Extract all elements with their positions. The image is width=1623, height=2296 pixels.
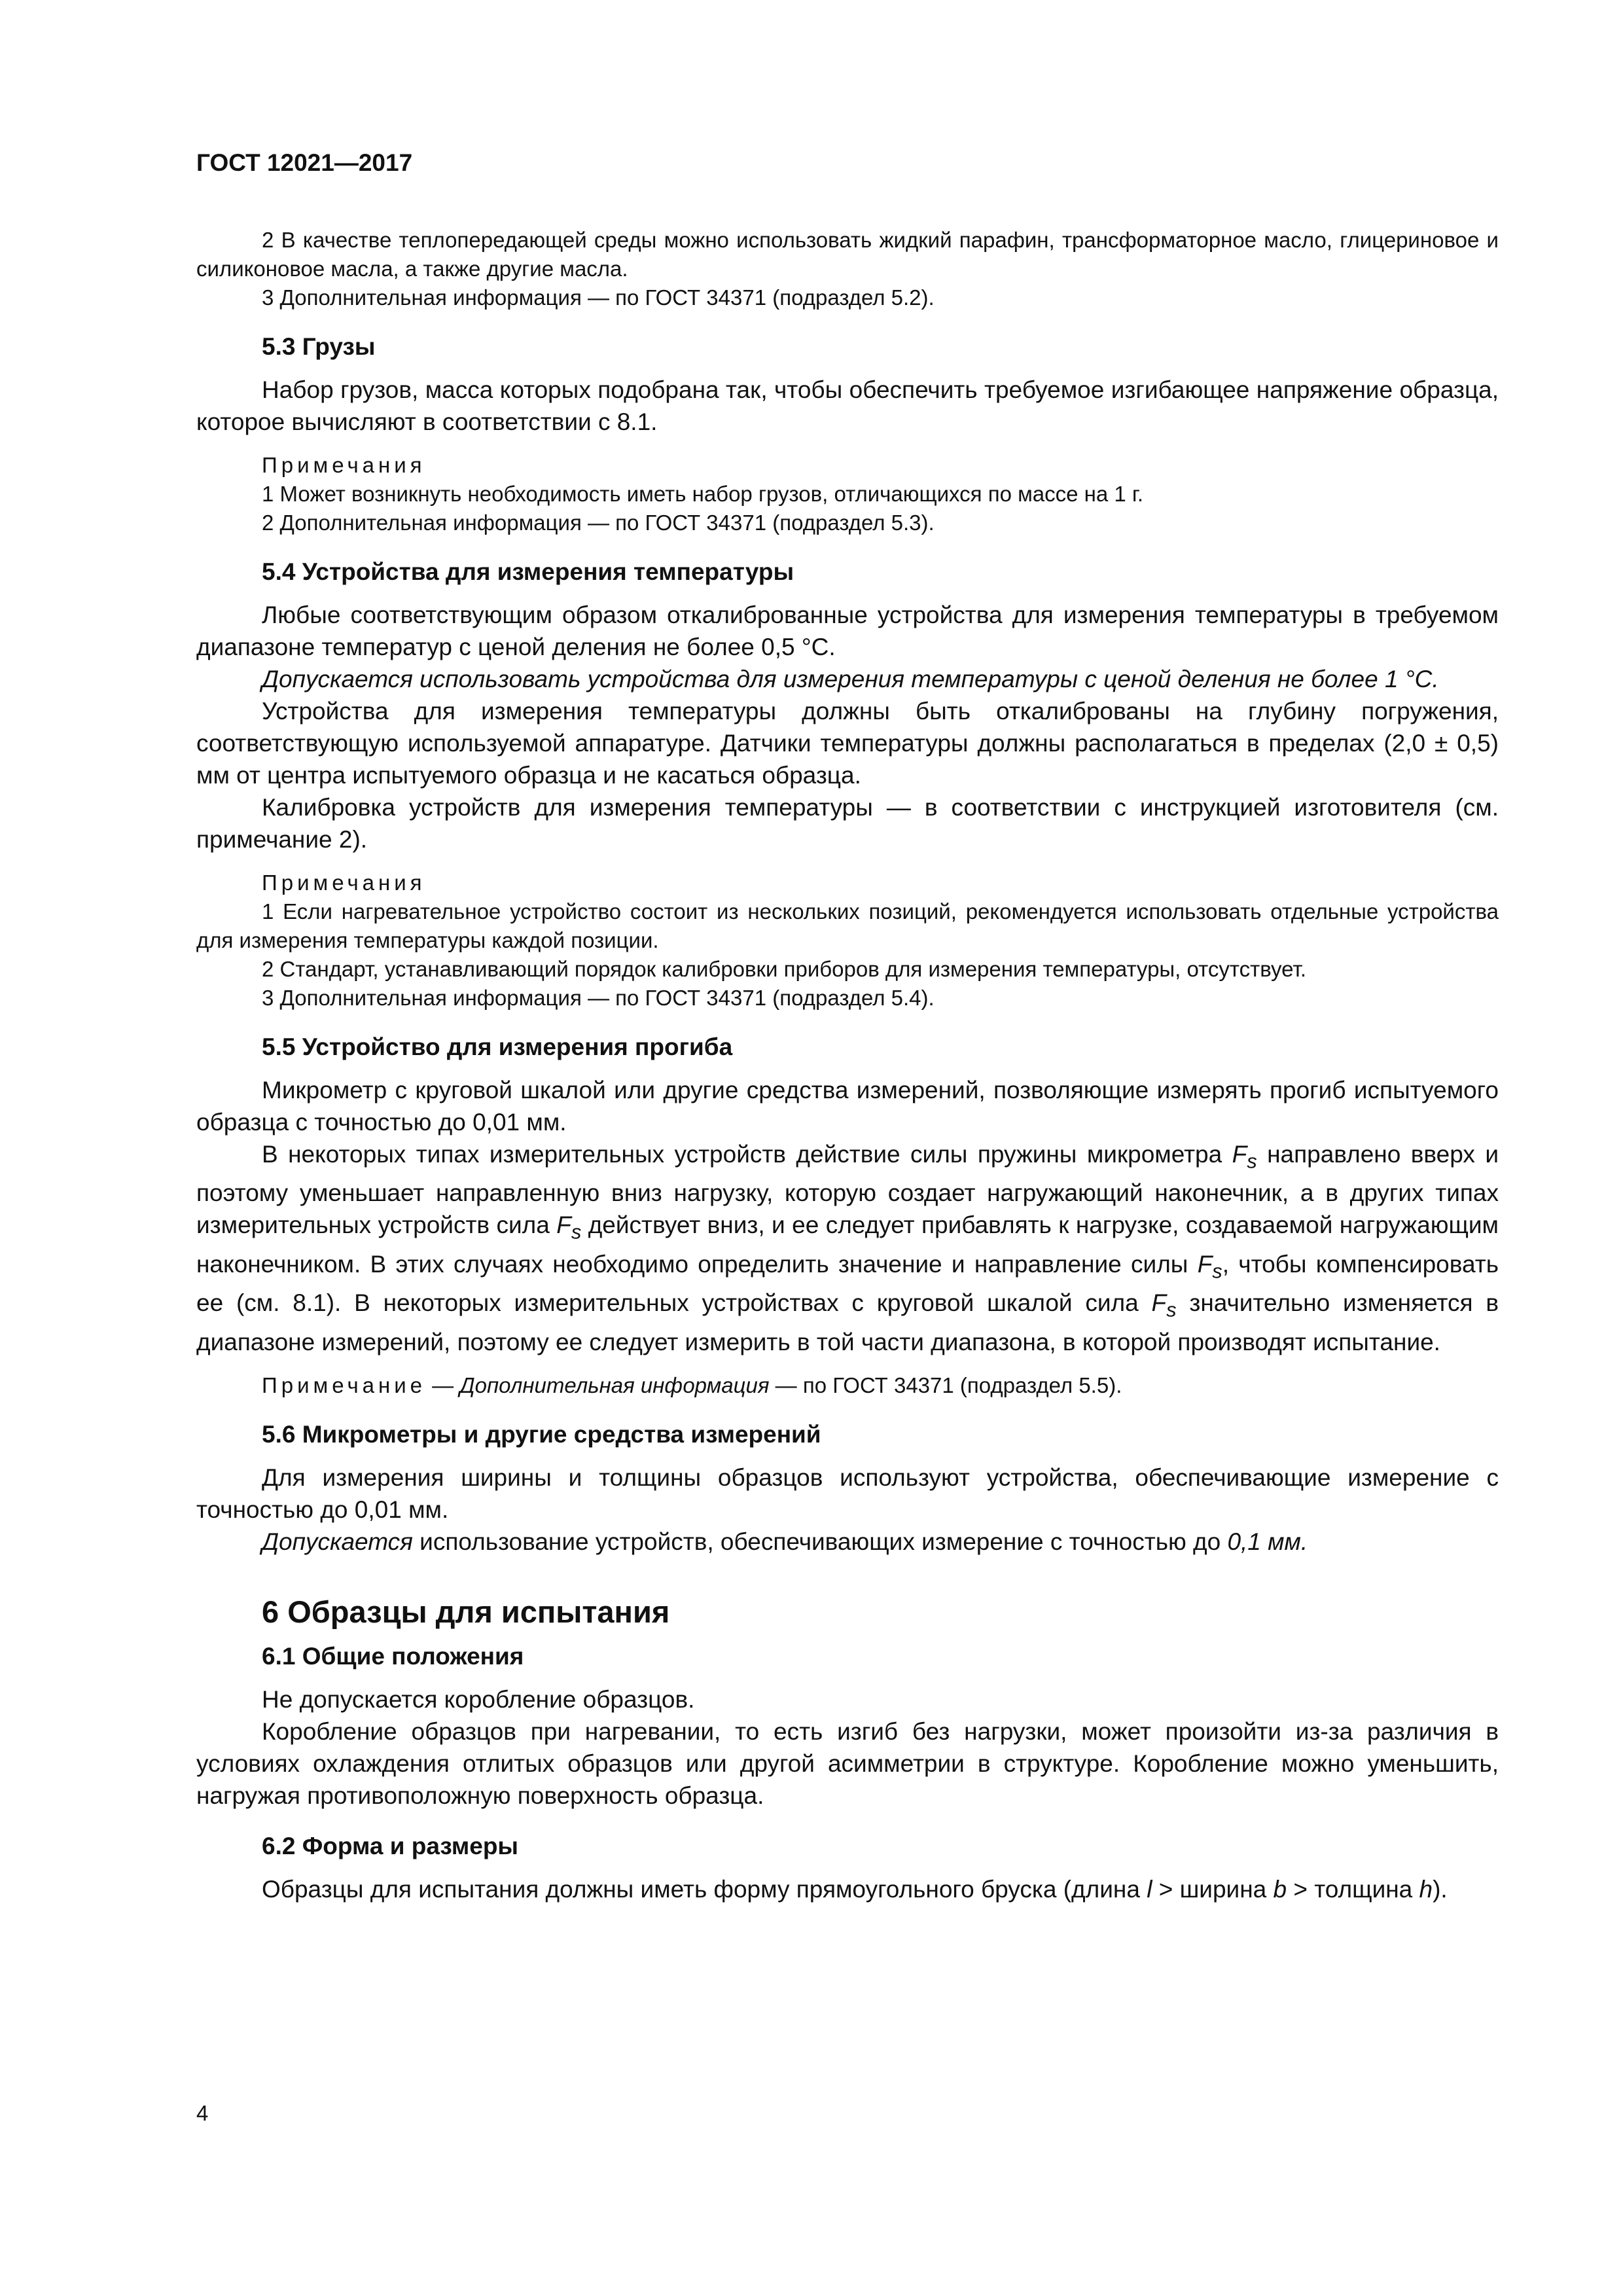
page-number: 4: [196, 2101, 209, 2125]
paragraph-spring-force: В некоторых типах измерительных устройств действие силы пружины микрометра $F_s$ направлено вверх и поэтому уменьшает направленную вниз нагрузку, которую создает нагружающий наконечник, а в других типах измерительных устройств сила $F_s$ действует вниз, и ее следует прибавлять к нагрузке, создаваемой нагружающим наконечником. В этих случаях необходимо определить значение и направление силы $F_s$, чтобы компенсировать ее (см. 8.1). В некоторых измерительных устройствах с круговой шкалой сила $F_s$ значительно изменяется в диапазоне измерений, поэтому ее следует измерить в той части диапазона, в которой производят испытание.: [196, 1141, 1499, 1355]
paragraph: Для измерения ширины и толщины образцов используют устройства, обеспечивающие измерение с точностью до 0,01 мм.: [196, 1463, 1499, 1523]
section-5-5-title: 5.5 Устройство для измерения прогиба: [262, 1033, 733, 1060]
paragraph-shape: Образцы для испытания должны иметь форму прямоугольного бруска (длина l > ширина b > толщина h).: [262, 1875, 1448, 1903]
symbol-F: F: [1232, 1141, 1247, 1168]
section-6-1-title: 6.1 Общие положения: [262, 1642, 524, 1670]
paragraph-italic: Допускается использовать устройства для измерения температуры с ценой деления не более 1 °С.: [262, 666, 1439, 692]
note-item: 1 Может возникнуть необходимость иметь набор грузов, отличающихся по массе на 1 г.: [262, 482, 1144, 506]
symbol-b: b: [1273, 1875, 1287, 1903]
section-6-2-title: 6.2 Форма и размеры: [262, 1832, 519, 1859]
symbol-F: F: [1151, 1289, 1167, 1317]
symbol-h: h: [1419, 1875, 1433, 1903]
notes-label: Примечания: [262, 870, 426, 895]
paragraph: Калибровка устройств для измерения температуры — в соответствии с инструкцией изготовителя (см. примечание 2).: [196, 794, 1499, 853]
paragraph: Любые соответствующим образом откалиброванные устройства для измерения температуры в требуемом диапазоне температур с ценой деления не более 0,5 °С.: [196, 601, 1499, 660]
page-content: [196, 226, 1499, 1905]
note-item: 2 Дополнительная информация — по ГОСТ 34371 (подраздел 5.3).: [262, 511, 935, 535]
section-5-4-title: 5.4 Устройства для измерения температуры: [262, 558, 794, 585]
symbol-F: F: [556, 1211, 571, 1239]
symbol-s: s: [1166, 1298, 1177, 1321]
symbol-s: s: [1212, 1259, 1222, 1283]
note-item: 2 Стандарт, устанавливающий порядок калибровки приборов для измерения температуры, отсутствует.: [262, 957, 1307, 981]
symbol-s: s: [571, 1220, 582, 1244]
document-header: ГОСТ 12021—2017: [196, 149, 413, 176]
paragraph: Не допускается коробление образцов.: [262, 1685, 695, 1713]
paragraph: Коробление образцов при нагревании, то есть изгиб без нагрузки, может произойти из-за различия в условиях охлаждения отлитых образцов или другой асимметрии в структуре. Коробление можно уменьшить, нагружая противоположную поверхность образца.: [196, 1717, 1499, 1809]
note-single: Примечание — Дополнительная информация — по ГОСТ 34371 (подраздел 5.5).: [262, 1372, 1122, 1397]
note-2-heat-transfer: 2 В качестве теплопередающей среды можно использовать жидкий парафин, трансформаторное масло, глицериновое и силиконовое масла, а также другие масла.: [196, 228, 1499, 281]
paragraph-allowance: Допускается использование устройств, обеспечивающих измерение с точностью до 0,1 мм.: [262, 1528, 1308, 1555]
notes-label: Примечания: [262, 453, 426, 477]
paragraph: Устройства для измерения температуры должны быть откалиброваны на глубину погружения, соответствующую используемой аппаратуре. Датчики температуры должны располагаться в пределах (2,0 ± 0,5) мм от центра испытуемого образца и не касаться образца.: [196, 698, 1499, 789]
note-3-additional-info: 3 Дополнительная информация — по ГОСТ 34371 (подраздел 5.2).: [262, 285, 935, 310]
paragraph: Микрометр с круговой шкалой или другие средства измерений, позволяющие измерять прогиб испытуемого образца с точностью до 0,01 мм.: [196, 1077, 1499, 1136]
note-item: 1 Если нагревательное устройство состоит из нескольких позиций, рекомендуется использовать отдельные устройства для измерения температуры каждой позиции.: [196, 899, 1499, 952]
symbol-F: F: [1197, 1250, 1213, 1278]
symbol-s: s: [1247, 1149, 1257, 1173]
note-item: 3 Дополнительная информация — по ГОСТ 34371 (подраздел 5.4).: [262, 986, 935, 1010]
section-5-3-paragraph: Набор грузов, масса которых подобрана так, чтобы обеспечить требуемое изгибающее напряжение образца, которое вычисляют в соответствии с 8.1.: [196, 376, 1499, 435]
symbol-l: l: [1147, 1875, 1152, 1903]
section-5-3-title: 5.3 Грузы: [262, 333, 376, 360]
section-6-title: 6 Образцы для испытания: [262, 1594, 670, 1629]
section-5-6-title: 5.6 Микрометры и другие средства измерений: [262, 1420, 821, 1448]
